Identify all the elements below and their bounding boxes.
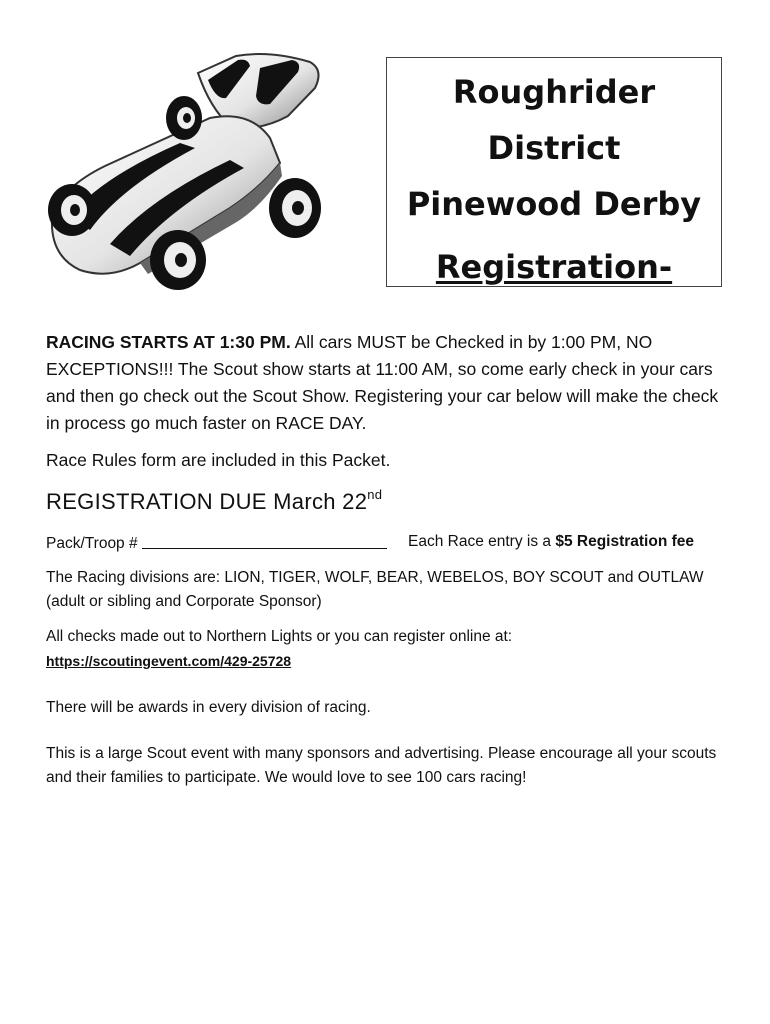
title-line-4: Registration- <box>435 248 673 286</box>
fee-amount: $5 Registration fee <box>555 533 695 550</box>
awards-note: There will be awards in every division of racing. <box>46 699 371 716</box>
registration-due-suffix: nd <box>367 487 383 502</box>
checks-text: All checks made out to Northern Lights or you can register online at: <box>46 628 513 645</box>
intro-paragraph <box>46 329 736 437</box>
checks-paragraph <box>46 625 736 674</box>
title-line-2: District <box>487 129 621 167</box>
fee-note <box>408 533 694 551</box>
title-line-3: Pinewood Derby <box>406 185 702 223</box>
pack-troop-label: Pack/Troop # <box>46 535 138 552</box>
divisions-paragraph: The Racing divisions are: LION, TIGER, WOLF, BEAR, WEBELOS, BOY SCOUT and OUTLAW (adult or sibling and Corporate Sponsor) <box>46 569 704 610</box>
registration-due-text: REGISTRATION DUE March 22 <box>46 489 368 514</box>
intro-text: All cars MUST be Checked in by 1:00 PM, NO EXCEPTIONS!!! The Scout show starts at 11:00 AM, so come early check in your cars and then go check out the Scout Show. Registering your car below will make the check in process go much faster on RACE DAY. <box>46 332 719 433</box>
pinewood-car-icon <box>30 48 330 293</box>
racing-start-time: RACING STARTS AT 1:30 PM. <box>46 332 291 352</box>
closing-paragraph: This is a large Scout event with many sponsors and advertising. Please encourage all your scouts and their families to participate. We would love to see 100 cars racing! <box>46 745 717 786</box>
rear-wheel-right <box>269 178 321 238</box>
registration-link[interactable]: https://scoutingevent.com/429-25728 <box>46 653 292 669</box>
pack-troop-blank[interactable] <box>142 533 387 549</box>
registration-due-heading <box>46 487 736 515</box>
title-box <box>386 57 722 287</box>
rules-note: Race Rules form are included in this Packet. <box>46 450 391 470</box>
fee-prefix: Each Race entry is a <box>408 533 556 550</box>
title-line-1: Roughrider <box>452 73 656 111</box>
